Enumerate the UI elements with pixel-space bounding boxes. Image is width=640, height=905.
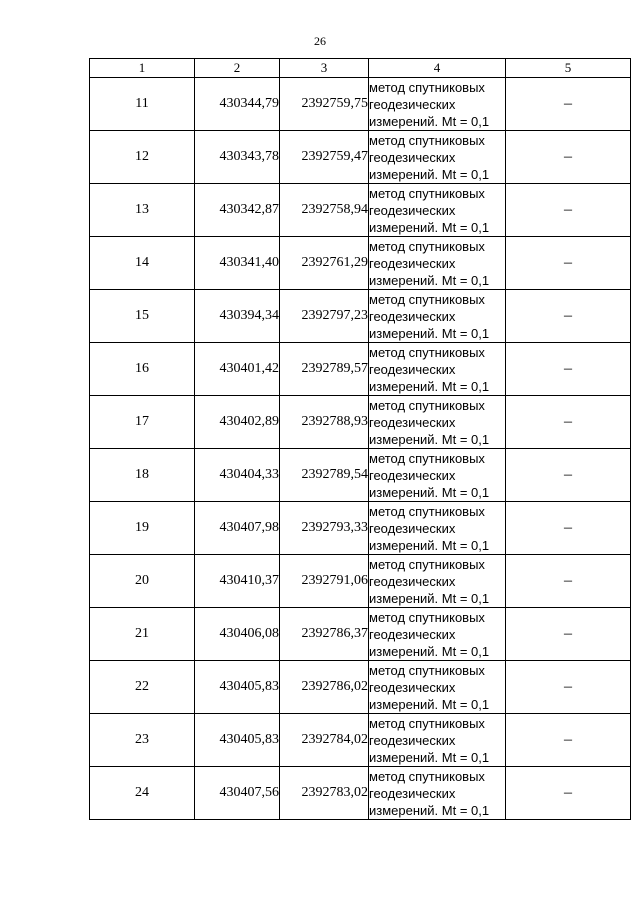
method-cell: метод спутниковых геодезических измерений. Mt = 0,1	[369, 237, 506, 290]
table-body	[90, 78, 631, 820]
column-header: 4	[369, 59, 506, 78]
note-cell: –	[506, 449, 631, 502]
point-number-cell: 20	[90, 555, 195, 608]
note-cell: –	[506, 555, 631, 608]
y-coordinate-cell: 2392793,33	[280, 502, 369, 555]
note-cell: –	[506, 78, 631, 131]
note-cell: –	[506, 767, 631, 820]
y-coordinate-cell: 2392759,75	[280, 78, 369, 131]
point-number-cell: 16	[90, 343, 195, 396]
column-header: 5	[506, 59, 631, 78]
table-row	[90, 290, 631, 343]
x-coordinate-cell: 430343,78	[195, 131, 280, 184]
method-cell: метод спутниковых геодезических измерений. Mt = 0,1	[369, 449, 506, 502]
point-number-cell: 22	[90, 661, 195, 714]
column-header: 2	[195, 59, 280, 78]
x-coordinate-cell: 430401,42	[195, 343, 280, 396]
table-row	[90, 78, 631, 131]
point-number-cell: 14	[90, 237, 195, 290]
table-row	[90, 184, 631, 237]
point-number-cell: 15	[90, 290, 195, 343]
x-coordinate-cell: 430407,56	[195, 767, 280, 820]
point-number-cell: 23	[90, 714, 195, 767]
y-coordinate-cell: 2392791,06	[280, 555, 369, 608]
table-row	[90, 396, 631, 449]
method-cell: метод спутниковых геодезических измерений. Mt = 0,1	[369, 661, 506, 714]
table-row	[90, 237, 631, 290]
table-row	[90, 343, 631, 396]
note-cell: –	[506, 661, 631, 714]
note-cell: –	[506, 290, 631, 343]
column-header: 3	[280, 59, 369, 78]
column-header: 1	[90, 59, 195, 78]
point-number-cell: 24	[90, 767, 195, 820]
page-number: 26	[314, 34, 326, 48]
point-number-cell: 19	[90, 502, 195, 555]
method-cell: метод спутниковых геодезических измерений. Mt = 0,1	[369, 608, 506, 661]
table-row	[90, 661, 631, 714]
point-number-cell: 18	[90, 449, 195, 502]
table-row	[90, 555, 631, 608]
table-row	[90, 502, 631, 555]
x-coordinate-cell: 430407,98	[195, 502, 280, 555]
method-cell: метод спутниковых геодезических измерений. Mt = 0,1	[369, 290, 506, 343]
x-coordinate-cell: 430341,40	[195, 237, 280, 290]
method-cell: метод спутниковых геодезических измерений. Mt = 0,1	[369, 78, 506, 131]
table-row	[90, 767, 631, 820]
table-row	[90, 608, 631, 661]
y-coordinate-cell: 2392786,37	[280, 608, 369, 661]
x-coordinate-cell: 430405,83	[195, 714, 280, 767]
note-cell: –	[506, 184, 631, 237]
x-coordinate-cell: 430404,33	[195, 449, 280, 502]
y-coordinate-cell: 2392758,94	[280, 184, 369, 237]
method-cell: метод спутниковых геодезических измерений. Mt = 0,1	[369, 502, 506, 555]
method-cell: метод спутниковых геодезических измерений. Mt = 0,1	[369, 184, 506, 237]
table-row	[90, 131, 631, 184]
header-row	[90, 59, 631, 78]
point-number-cell: 13	[90, 184, 195, 237]
x-coordinate-cell: 430394,34	[195, 290, 280, 343]
y-coordinate-cell: 2392783,02	[280, 767, 369, 820]
method-cell: метод спутниковых геодезических измерений. Mt = 0,1	[369, 714, 506, 767]
note-cell: –	[506, 237, 631, 290]
x-coordinate-cell: 430410,37	[195, 555, 280, 608]
note-cell: –	[506, 502, 631, 555]
point-number-cell: 12	[90, 131, 195, 184]
point-number-cell: 17	[90, 396, 195, 449]
method-cell: метод спутниковых геодезических измерений. Mt = 0,1	[369, 767, 506, 820]
note-cell: –	[506, 396, 631, 449]
y-coordinate-cell: 2392797,23	[280, 290, 369, 343]
y-coordinate-cell: 2392789,57	[280, 343, 369, 396]
x-coordinate-cell: 430406,08	[195, 608, 280, 661]
note-cell: –	[506, 714, 631, 767]
y-coordinate-cell: 2392786,02	[280, 661, 369, 714]
table-row	[90, 714, 631, 767]
y-coordinate-cell: 2392761,29	[280, 237, 369, 290]
x-coordinate-cell: 430402,89	[195, 396, 280, 449]
note-cell: –	[506, 131, 631, 184]
coordinates-table	[89, 58, 631, 820]
method-cell: метод спутниковых геодезических измерений. Mt = 0,1	[369, 396, 506, 449]
note-cell: –	[506, 608, 631, 661]
y-coordinate-cell: 2392788,93	[280, 396, 369, 449]
note-cell: –	[506, 343, 631, 396]
table-row	[90, 449, 631, 502]
x-coordinate-cell: 430344,79	[195, 78, 280, 131]
x-coordinate-cell: 430342,87	[195, 184, 280, 237]
method-cell: метод спутниковых геодезических измерений. Mt = 0,1	[369, 343, 506, 396]
method-cell: метод спутниковых геодезических измерений. Mt = 0,1	[369, 131, 506, 184]
point-number-cell: 21	[90, 608, 195, 661]
method-cell: метод спутниковых геодезических измерений. Mt = 0,1	[369, 555, 506, 608]
x-coordinate-cell: 430405,83	[195, 661, 280, 714]
point-number-cell: 11	[90, 78, 195, 131]
y-coordinate-cell: 2392789,54	[280, 449, 369, 502]
y-coordinate-cell: 2392784,02	[280, 714, 369, 767]
y-coordinate-cell: 2392759,47	[280, 131, 369, 184]
